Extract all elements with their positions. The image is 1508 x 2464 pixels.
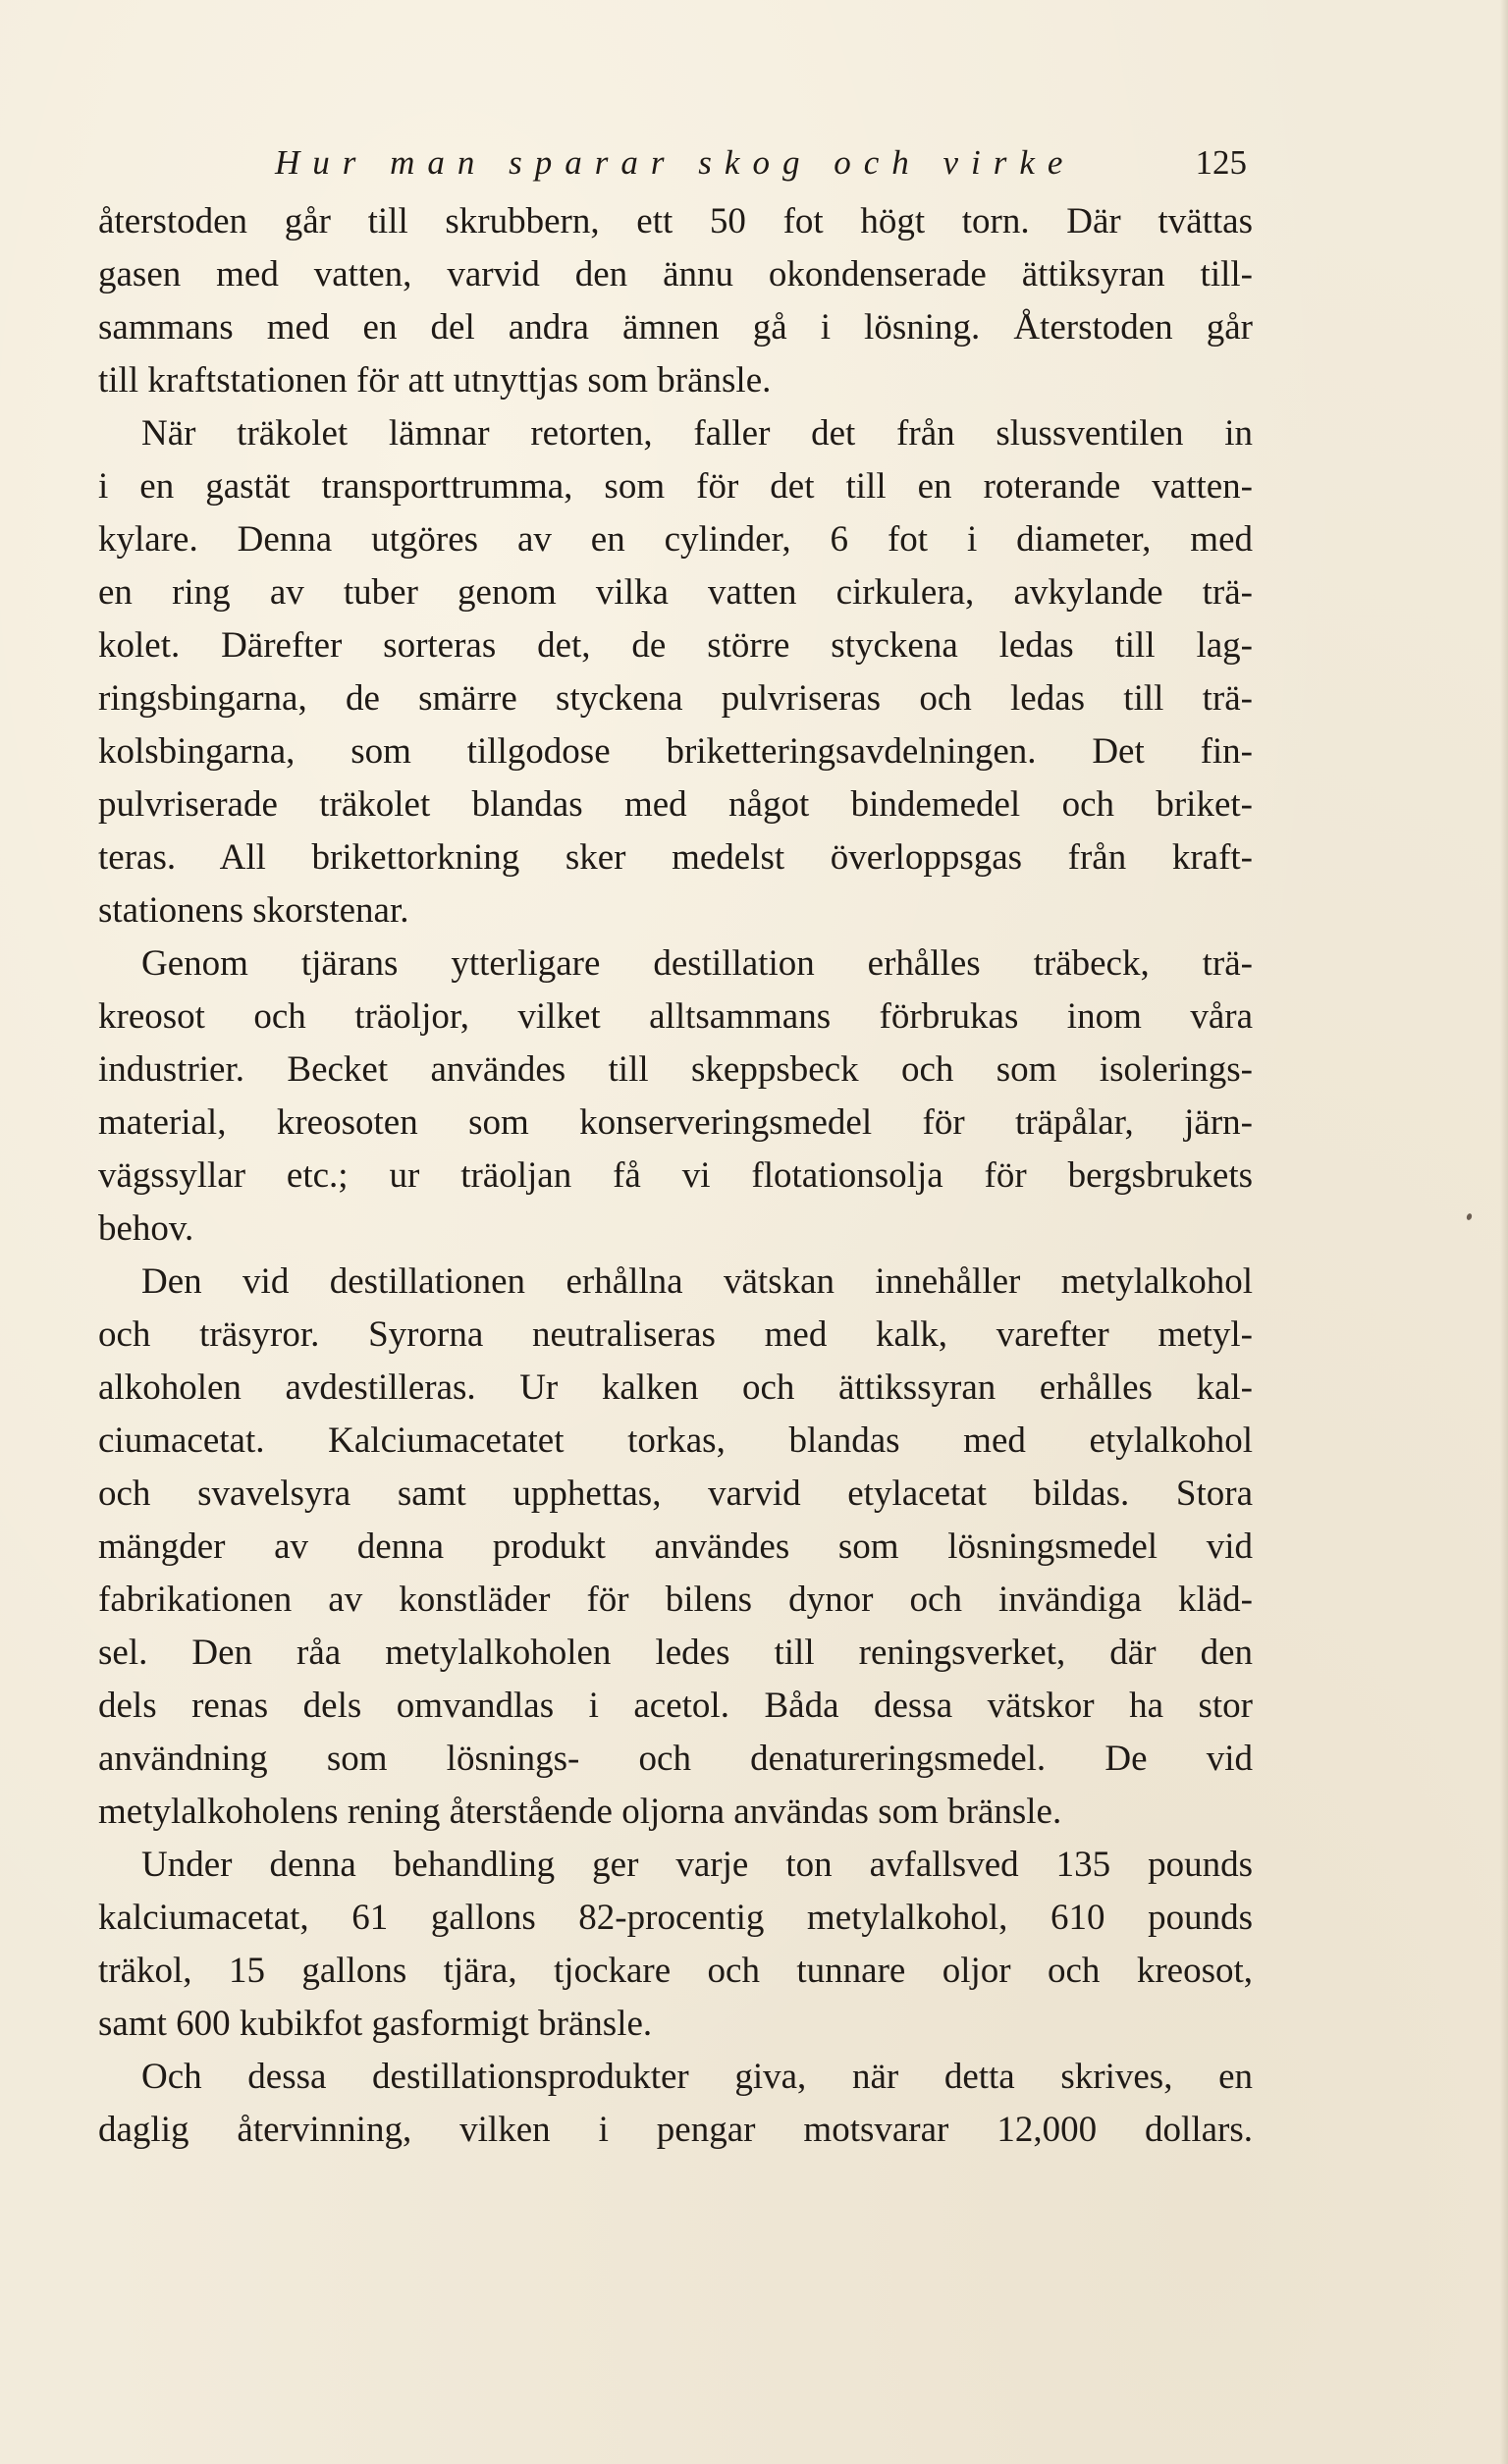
text-line: dels renas dels omvandlas i acetol. Båda dessa vätskor ha stor <box>98 1686 1253 1726</box>
page-edge-shadow <box>1500 0 1508 2464</box>
text-line: kalciumacetat, 61 gallons 82-procentig metylalkohol, 610 pounds <box>98 1898 1253 1938</box>
text-line: material, kreosoten som konserveringsmedel för träpålar, järn- <box>98 1102 1253 1143</box>
text-line: till kraftstationen för att utnyttjas som bränsle. <box>98 360 772 401</box>
text-line: Under denna behandling ger varje ton avfallsved 135 pounds <box>141 1845 1253 1885</box>
text-line: och träsyror. Syrorna neutraliseras med kalk, varefter metyl- <box>98 1314 1253 1355</box>
text-line: När träkolet lämnar retorten, faller det från slussventilen in <box>141 413 1253 454</box>
text-line: kylare. Denna utgöres av en cylinder, 6 fot i diameter, med <box>98 519 1253 560</box>
running-title: Hur man sparar skog och virke <box>275 143 1076 182</box>
text-line: sammans med en del andra ämnen gå i lösning. Återstoden går <box>98 307 1253 348</box>
text-line: samt 600 kubikfot gasformigt bränsle. <box>98 2004 653 2044</box>
text-line: ringsbingarna, de smärre styckena pulvriseras och ledas till trä- <box>98 678 1253 719</box>
text-line: daglig återvinning, vilken i pengar motsvarar 12,000 dollars. <box>98 2110 1253 2150</box>
text-line: kreosot och träoljor, vilket alltsammans förbrukas inom våra <box>98 996 1253 1037</box>
text-line: Den vid destillationen erhållna vätskan innehåller metylalkohol <box>141 1261 1253 1302</box>
body-text <box>98 195 1253 2157</box>
page-number: 125 <box>1195 143 1247 182</box>
text-line: behov. <box>98 1208 194 1249</box>
text-line: Genom tjärans ytterligare destillation erhålles träbeck, trä- <box>141 943 1253 984</box>
text-line: ciumacetat. Kalciumacetatet torkas, blandas med etylalkohol <box>98 1420 1253 1461</box>
text-line: gasen med vatten, varvid den ännu okondenserade ättiksyran till- <box>98 254 1253 295</box>
text-line: kolet. Därefter sorteras det, de större styckena ledas till lag- <box>98 625 1253 666</box>
text-line: och svavelsyra samt upphettas, varvid etylacetat bildas. Stora <box>98 1473 1253 1514</box>
text-line: i en gastät transporttrumma, som för det till en roterande vatten- <box>98 466 1253 507</box>
text-line: industrier. Becket användes till skeppsbeck och som isolerings- <box>98 1049 1253 1090</box>
text-line: Och dessa destillationsprodukter giva, när detta skrives, en <box>141 2057 1253 2097</box>
text-line: kolsbingarna, som tillgodose briketteringsavdelningen. Det fin- <box>98 731 1253 772</box>
text-line: stationens skorstenar. <box>98 890 409 931</box>
text-line: en ring av tuber genom vilka vatten cirkulera, avkylande trä- <box>98 572 1253 613</box>
text-line: teras. All brikettorkning sker medelst överloppsgas från kraft- <box>98 837 1253 878</box>
text-line: alkoholen avdestilleras. Ur kalken och ättikssyran erhålles kal- <box>98 1367 1253 1408</box>
text-line: pulvriserade träkolet blandas med något bindemedel och briket- <box>98 784 1253 825</box>
page-header <box>275 135 1247 190</box>
text-line: metylalkoholens rening återstående oljorna användas som bränsle. <box>98 1792 1062 1832</box>
text-line: användning som lösnings- och denatureringsmedel. De vid <box>98 1739 1253 1779</box>
ink-speck <box>1466 1212 1473 1220</box>
text-line: återstoden går till skrubbern, ett 50 fot högt torn. Där tvättas <box>98 201 1253 241</box>
text-line: fabrikationen av konstläder för bilens dynor och invändiga kläd- <box>98 1580 1253 1620</box>
text-line: sel. Den råa metylalkoholen ledes till reningsverket, där den <box>98 1633 1253 1673</box>
text-line: träkol, 15 gallons tjära, tjockare och tunnare oljor och kreosot, <box>98 1951 1253 1991</box>
text-line: vägssyllar etc.; ur träoljan få vi flotationsolja för bergsbrukets <box>98 1155 1253 1196</box>
text-line: mängder av denna produkt användes som lösningsmedel vid <box>98 1527 1253 1567</box>
